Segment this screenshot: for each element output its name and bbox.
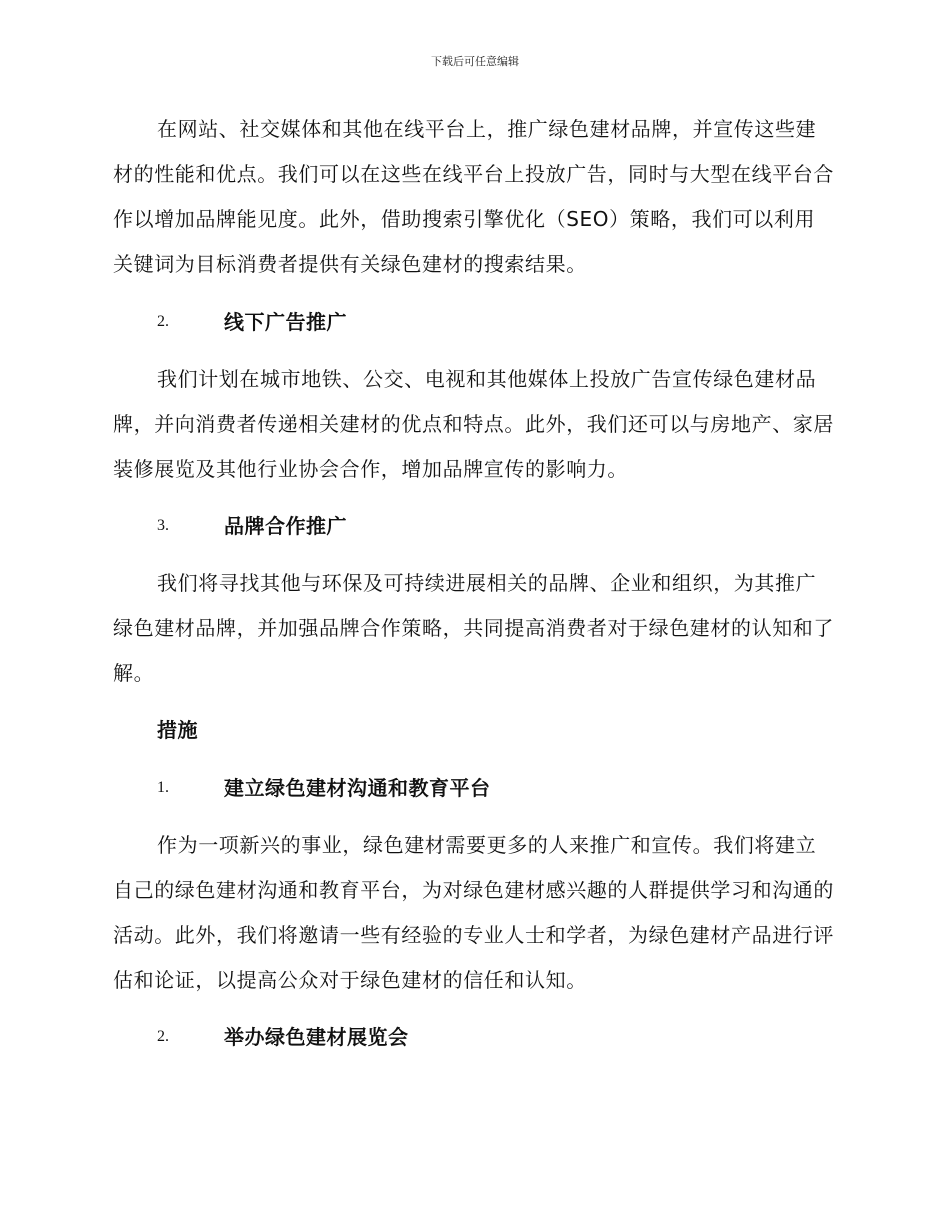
heading-number: 2. [157, 313, 169, 330]
heading-education-platform [0, 773, 950, 803]
heading-number: 3. [157, 517, 169, 534]
heading-brand-cooperation [0, 511, 950, 541]
paragraph-online-promotion: 在网站、社交媒体和其他在线平台上，推广绿色建材品牌，并宣传这些建材的性能和优点。我们可以在这些在线平台上投放广告，同时与大型在线平台合作以增加品牌能见度。此外，借助搜索引擎优化（SEO）策略，我们可以利用关键词为目标消费者提供有关绿色建材的搜索结果。 [113, 117, 834, 276]
heading-title: 建立绿色建材沟通和教育平台 [224, 776, 491, 800]
heading-exhibition [0, 1022, 950, 1052]
paragraph-education-platform: 作为一项新兴的事业，绿色建材需要更多的人来推广和宣传。我们将建立自己的绿色建材沟通和教育平台，为对绿色建材感兴趣的人群提供学习和沟通的活动。此外，我们将邀请一些有经验的专业人士和学者，为绿色建材产品进行评估和论证，以提高公众对于绿色建材的信任和认知。 [113, 833, 834, 992]
page-header-note: 下载后可任意编辑 [431, 55, 519, 68]
paragraph-brand-cooperation: 我们将寻找其他与环保及可持续进展相关的品牌、企业和组织，为其推广绿色建材品牌，并加强品牌合作策略，共同提高消费者对于绿色建材的认知和了解。 [113, 571, 834, 685]
heading-title: 举办绿色建材展览会 [224, 1025, 409, 1049]
heading-offline-ads [0, 307, 950, 337]
heading-title: 线下广告推广 [224, 310, 347, 334]
heading-number: 2. [157, 1028, 169, 1045]
section-title-measures: 措施 [157, 718, 198, 742]
paragraph-offline-ads: 我们计划在城市地铁、公交、电视和其他媒体上投放广告宣传绿色建材品牌，并向消费者传递相关建材的优点和特点。此外，我们还可以与房地产、家居装修展览及其他行业协会合作，增加品牌宣传的影响力。 [113, 367, 834, 481]
heading-title: 品牌合作推广 [224, 514, 347, 538]
heading-number: 1. [157, 779, 169, 796]
